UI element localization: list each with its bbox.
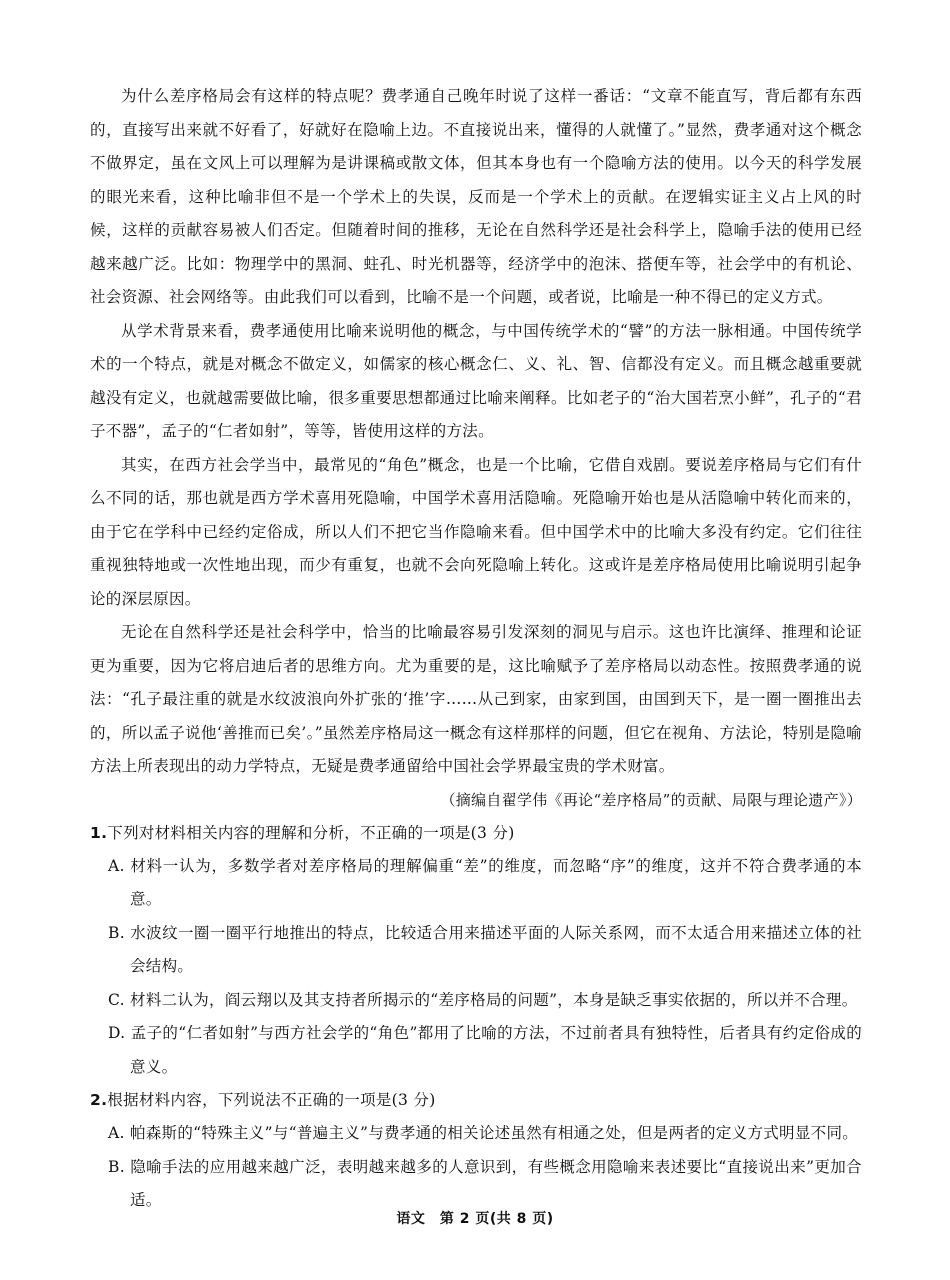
question-2-text: 根据材料内容，下列说法不正确的一项是(3 分) xyxy=(107,1091,436,1109)
question-2 xyxy=(90,1084,862,1218)
question-1-option-d: D. 孟子的“仁者如射”与西方社会学的“角色”都用了比喻的方法，不过前者具有独特性，后者具有约定俗成的意义。 xyxy=(108,1024,862,1076)
question-2-stem xyxy=(90,1084,862,1117)
question-1-option-c: C. 材料二认为，阎云翔以及其支持者所揭示的“差序格局的问题”，本身是缺乏事实依据的，所以并不合理。 xyxy=(108,990,858,1009)
paragraph-2: 从学术背景来看，费孝通使用比喻来说明他的概念，与中国传统学术的“譬”的方法一脉相通。中国传统学术的一个特点，就是对概念不做定义，如儒家的核心概念仁、义、礼、智、信都没有定义。而且概念越重要就越没有定义，也就越需要做比喻，很多重要思想都通过比喻来阐释。比如老子的“治大国若烹小鲜”，孔子的“君子不器”，孟子的“仁者如射”，等等，皆使用这样的方法。 xyxy=(90,321,862,440)
question-1 xyxy=(90,817,862,1085)
question-2-option-a: A. 帕森斯的“特殊主义”与“普遍主义”与费孝通的相关论述虽然有相通之处，但是两者的定义方式明显不同。 xyxy=(108,1124,859,1142)
page-footer: 语文 第 2 页(共 8 页) xyxy=(396,1211,554,1227)
question-1-option-a: A. 材料一认为，多数学者对差序格局的理解偏重“差”的维度，而忽略“序”的维度，这并不符合费孝通的本意。 xyxy=(108,856,862,908)
page-content xyxy=(90,80,862,1218)
question-1-option-b: B. 水波纹一圈一圈平行地推出的特点，比较适合用来描述平面的人际关系网，而不太适合用来描述立体的社会结构。 xyxy=(108,923,862,975)
question-1-number: 1. xyxy=(90,823,108,842)
paragraph-4: 无论在自然科学还是社会科学中，恰当的比喻最容易引发深刻的洞见与启示。这也许比演绎、推理和论证更为重要，因为它将启迪后者的思维方向。尤为重要的是，这比喻赋予了差序格局以动态性。按照费孝通的说法：“孔子最注重的就是水纹波浪向外扩张的‘推’字……从己到家，由家到国，由国到天下，是一圈一圈推出去的，所以孟子说他‘善推而已矣’。”虽然差序格局这一概念有这样那样的问题，但它在视角、方法论，特别是隐喻方法上所表现出的动力学特点，无疑是费孝通留给中国社会学界最宝贵的学术财富。 xyxy=(90,623,862,775)
question-2-option-b: B. 隐喻手法的应用越来越广泛，表明越来越多的人意识到，有些概念用隐喻来表述要比“直接说出来”更加合适。 xyxy=(108,1157,862,1209)
question-1-stem xyxy=(90,817,862,850)
question-2-number: 2. xyxy=(90,1091,108,1109)
source-citation: （摘编自翟学伟《再论“差序格局”的贡献、局限与理论遗产》） xyxy=(440,790,862,809)
question-1-text: 下列对材料相关内容的理解和分析，不正确的一项是(3 分) xyxy=(107,823,515,842)
paragraph-3: 其实，在西方社会学当中，最常见的“角色”概念，也是一个比喻，它借自戏剧。要说差序格局与它们有什么不同的话，那也就是西方学术喜用死隐喻，中国学术喜用活隐喻。死隐喻开始也是从活隐喻中转化而来的，由于它在学科中已经约定俗成，所以人们不把它当作隐喻来看。但中国学术中的比喻大多没有约定。它们往往重视独特地或一次性地出现，而少有重复，也就不会向死隐喻上转化。这或许是差序格局使用比喻说明引起争论的深层原因。 xyxy=(90,455,862,608)
paragraph-1: 为什么差序格局会有这样的特点呢？费孝通自己晚年时说了这样一番话：“文章不能直写，背后都有东西的，直接写出来就不好看了，好就好在隐喻上边。不直接说出来，懂得的人就懂了。”显然，费孝通对这个概念不做界定，虽在文风上可以理解为是讲课稿或散文体，但其本身也有一个隐喻方法的使用。以今天的科学发展的眼光来看，这种比喻非但不是一个学术上的失误，反而是一个学术上的贡献。在逻辑实证主义占上风的时候，这样的贡献容易被人们否定。但随着时间的推移，无论在自然科学还是社会科学上，隐喻手法的使用已经越来越广泛。比如：物理学中的黑洞、蛀孔、时光机器等，经济学中的泡沫、搭便车等，社会学中的有机论、社会资源、社会网络等。由此我们可以看到，比喻不是一个问题，或者说，比喻是一种不得已的定义方式。 xyxy=(90,87,862,306)
